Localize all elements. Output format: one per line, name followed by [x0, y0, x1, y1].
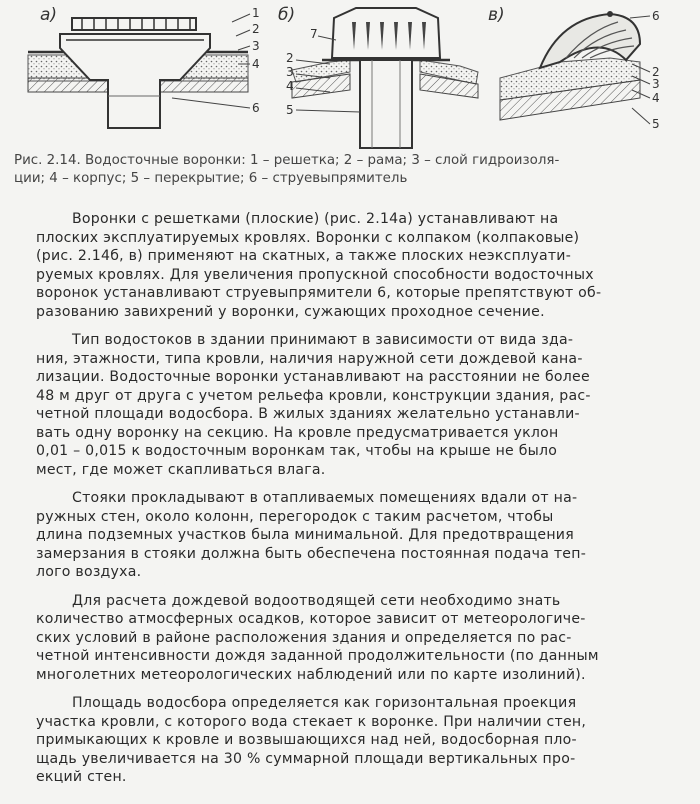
text-line: замерзания в стояки должна быть обеспечена постоянная подача теп-	[36, 545, 587, 562]
panel-b-label: б)	[278, 5, 296, 25]
label-a-2: 2	[252, 22, 260, 36]
text-line: количество атмосферных осадков, которое зависит от метеорологиче-	[36, 611, 586, 627]
text-line: многолетних метеорологических наблюдений или по карте изолиний).	[36, 666, 586, 683]
text-line: ружных стен, около колонн, перегородок с таким расчетом, чтобы	[36, 508, 554, 525]
text-line: лизации. Водосточные воронки устанавливают на расстоянии не более	[36, 369, 590, 385]
text-line: четной площади водосбора. В жилых зданиях желательно устанавли-	[36, 406, 580, 422]
text-line: 0,01 – 0,015 к водосточным воронкам так, чтобы на крыше не было	[36, 443, 558, 459]
label-c-5: 5	[652, 117, 660, 131]
label-a-3: 3	[252, 39, 260, 53]
label-b-3: 3	[286, 65, 294, 79]
paragraph-gap	[36, 479, 694, 489]
figure-panel-b	[278, 5, 478, 148]
text-line: руемых кровлях. Для увеличения пропускной способности водосточных	[36, 266, 594, 283]
paragraph-gap	[36, 582, 694, 592]
text-line: екций стен.	[36, 769, 127, 785]
text-line: длина подземных участков была минимальной. Для предотвращения	[36, 527, 574, 543]
roof-funnel-figure	[0, 0, 700, 150]
label-a-6: 6	[252, 101, 260, 115]
text-line: вать одну воронку на секцию. На кровле предусматривается уклон	[36, 424, 559, 441]
text-line: ния, этажности, типа кровли, наличия наружной сети дождевой кана-	[36, 350, 583, 367]
text-line: лого воздуха.	[36, 564, 142, 580]
text-line: плоских эксплуатируемых кровлях. Воронки с колпаком (колпаковые)	[36, 229, 580, 246]
text-line: мест, где может скапливаться влага.	[36, 461, 326, 478]
label-b-7: 7	[310, 27, 318, 41]
figure-panel-c	[488, 5, 660, 131]
label-c-6: 6	[652, 9, 660, 23]
text-line: воронок устанавливают струевыпрямители 6, которые препятствуют об-	[36, 285, 602, 301]
label-c-3: 3	[652, 77, 660, 91]
paragraph-gap	[36, 684, 694, 694]
text-line: разованию завихрений у воронки, сужающих проходное сечение.	[36, 303, 545, 320]
text-line: щадь увеличивается на 30 % суммарной площади вертикальных про-	[36, 750, 576, 767]
text-line: участка кровли, с которого вода стекает к воронке. При наличии стен,	[36, 713, 587, 730]
label-a-4: 4	[252, 57, 260, 71]
text-line: Для расчета дождевой водоотводящей сети необходимо знать	[72, 592, 561, 609]
text-line: 48 м друг от друга с учетом рельефа кровли, конструкции здания, рас-	[36, 387, 591, 404]
paragraph-gap	[36, 321, 694, 331]
label-b-2: 2	[286, 51, 294, 65]
paragraph	[36, 694, 694, 787]
panel-a-label: а)	[40, 5, 58, 25]
paragraph	[36, 489, 694, 582]
text-line: ских условий в районе расположения здания и определяется по рас-	[36, 629, 572, 646]
label-c-2: 2	[652, 65, 660, 79]
label-a-1: 1	[252, 6, 260, 20]
text-line: (рис. 2.14б, в) применяют на скатных, а также плоских неэксплуати-	[36, 248, 572, 264]
label-b-4: 4	[286, 79, 294, 93]
text-line: Тип водостоков в здании принимают в зависимости от вида зда-	[72, 332, 574, 348]
text-line: примыкающих к кровле и возвышающихся над ней, водосборная пло-	[36, 732, 577, 748]
text-line: четной интенсивности дождя заданной продолжительности (по данным	[36, 648, 599, 664]
paragraph	[36, 331, 694, 479]
label-c-4: 4	[652, 91, 660, 105]
panel-c-label: в)	[488, 5, 505, 25]
figure-panel-a	[28, 5, 260, 128]
text-line: Воронки с решетками (плоские) (рис. 2.14а) устанавливают на	[72, 211, 559, 227]
paragraph	[36, 592, 694, 685]
body-text	[36, 210, 694, 787]
text-line: Площадь водосбора определяется как горизонтальная проекция	[72, 695, 577, 711]
text-line: Стояки прокладывают в отапливаемых помещениях вдали от на-	[72, 490, 578, 506]
caption-line: ции; 4 – корпус; 5 – перекрытие; 6 – струевыпрямитель	[14, 171, 408, 186]
paragraph	[36, 210, 694, 321]
caption-line: Рис. 2.14. Водосточные воронки: 1 – решетка; 2 – рама; 3 – слой гидроизоля-	[14, 153, 560, 168]
label-b-5: 5	[286, 103, 294, 117]
figure-caption	[14, 152, 686, 188]
